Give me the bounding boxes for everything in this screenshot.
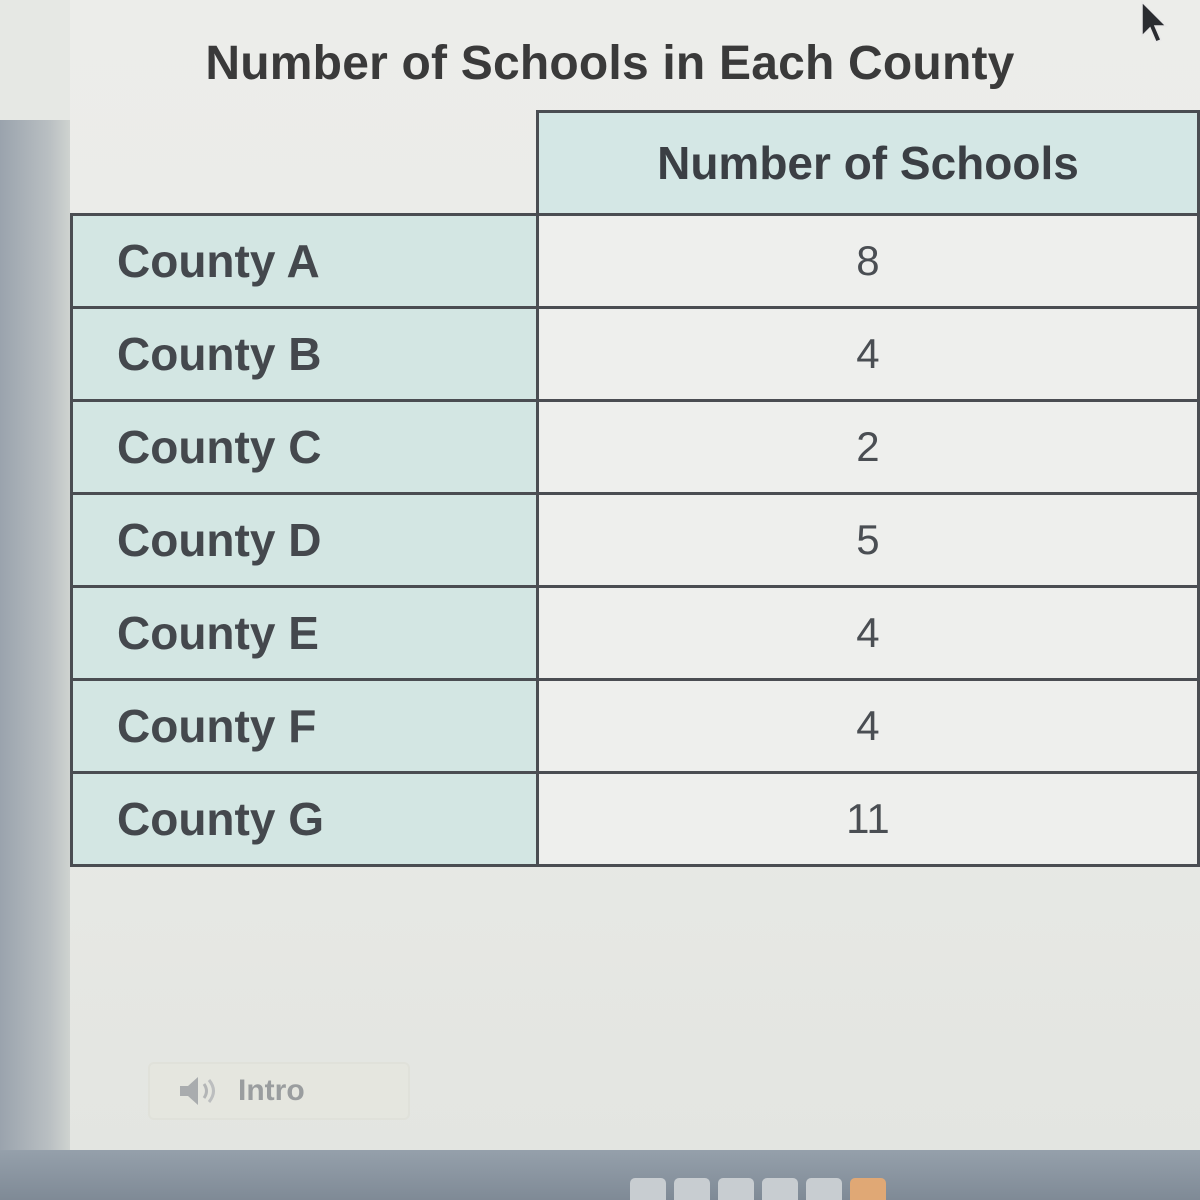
table-row [72, 215, 1199, 308]
table-row [72, 308, 1199, 401]
table-corner-cell [72, 112, 538, 215]
page-tab-current[interactable] [850, 1178, 886, 1200]
page-tab[interactable] [806, 1178, 842, 1200]
page-title: Number of Schools in Each County [205, 37, 1015, 90]
page-tab[interactable] [630, 1178, 666, 1200]
schools-table [70, 110, 1200, 867]
bottom-bar [0, 1150, 1200, 1200]
row-value: 2 [537, 401, 1198, 494]
mouse-cursor-icon [1138, 0, 1170, 46]
page-tab[interactable] [674, 1178, 710, 1200]
page-tab[interactable] [718, 1178, 754, 1200]
row-value: 4 [537, 308, 1198, 401]
row-label: County G [72, 773, 538, 866]
row-value: 11 [537, 773, 1198, 866]
table-row [72, 401, 1199, 494]
page-nav [630, 1178, 886, 1200]
page-tab[interactable] [762, 1178, 798, 1200]
row-label: County D [72, 494, 538, 587]
intro-audio-button[interactable] [148, 1062, 410, 1120]
table-row [72, 773, 1199, 866]
row-label: County E [72, 587, 538, 680]
intro-label: Intro [238, 1074, 305, 1107]
row-label: County C [72, 401, 538, 494]
row-value: 4 [537, 587, 1198, 680]
table-header-row [72, 112, 1199, 215]
column-header-number-of-schools: Number of Schools [537, 112, 1198, 215]
row-label: County A [72, 215, 538, 308]
row-value: 4 [537, 680, 1198, 773]
table-row [72, 680, 1199, 773]
row-value: 8 [537, 215, 1198, 308]
row-value: 5 [537, 494, 1198, 587]
table-row [72, 587, 1199, 680]
table-row [72, 494, 1199, 587]
speaker-icon [176, 1074, 224, 1108]
row-label: County F [72, 680, 538, 773]
left-gutter [0, 120, 70, 1150]
row-label: County B [72, 308, 538, 401]
